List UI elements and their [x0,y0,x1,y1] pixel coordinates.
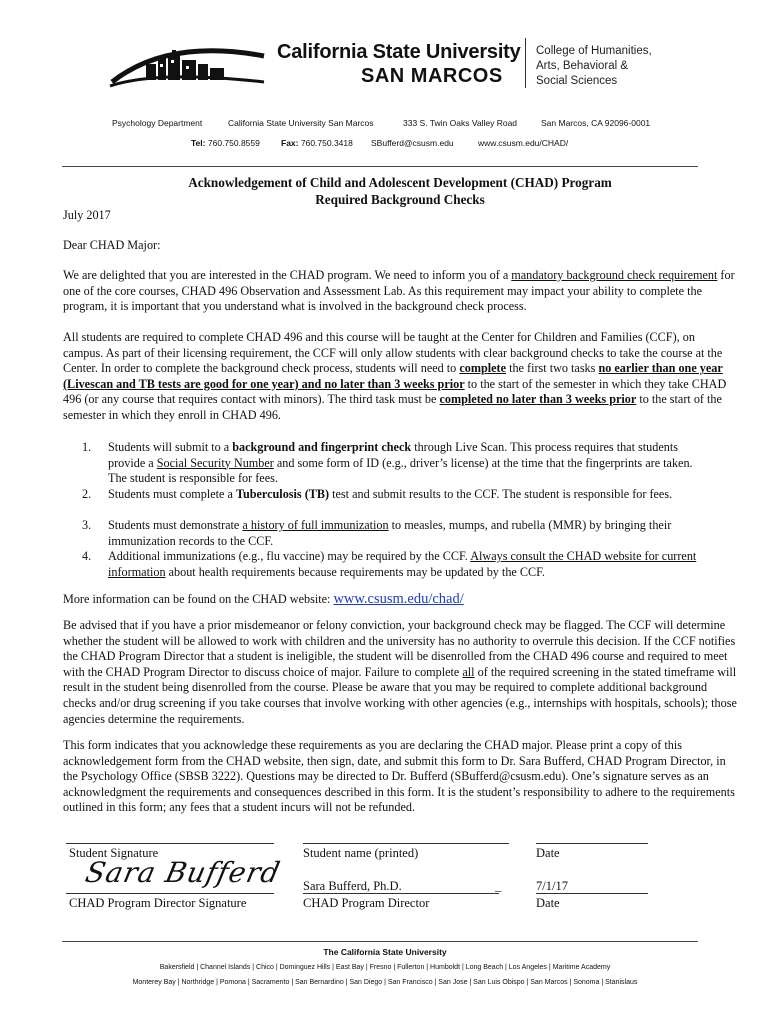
footer-rule [62,941,698,942]
student-name-label: Student name (printed) [303,846,419,860]
city-address: San Marcos, CA 92096-0001 [541,118,651,128]
director-name-suffix: _ [495,879,502,893]
signature-line [66,893,274,894]
document-title: Acknowledgement of Child and Adolescent Development (CHAD) Program Required Background Checks [188,175,612,207]
director-name: Sara Bufferd, Ph.D. [303,879,402,893]
footer-campuses-line2: Monterey Bay | Northridge | Pomona | Sacramento | San Bernardino | San Diego | San Francisco | San Jose | San Luis Obispo | San Marcos | Sonoma | Stanislaus [132,979,638,986]
signature-line [66,843,274,844]
signature-line [303,843,509,844]
list-item: Students must demonstrate a history of full immunization to measles, mumps, and rubella (MMR) by bringing their immunization records to the CCF. [108,518,672,548]
street-address: 333 S. Twin Oaks Valley Road [403,118,518,128]
more-info: More information can be found on the CHAD website: www.csusm.edu/chad/ [63,591,464,607]
list-number: 1. [82,440,92,454]
telephone: Tel: 760.750.8559 [191,138,260,148]
paragraph-intro: We are delighted that you are interested in the CHAD program. We need to inform you of a mandatory background check requirement for one of the core courses, CHAD 496 Observation and Assessment Lab. As this requirement may impact your ability to complete the program, it is important that you understand what is involved in the background check process. [63,268,735,314]
list-item: Students must complete a Tuberculosis (TB) test and submit results to the CCF. The student is responsible for fees. [108,487,673,501]
paragraph-acknowledgement: This form indicates that you acknowledge these requirements as you are declaring the CHAD major. Please print a copy of this acknowledgement form from the CHAD website, then sign, date, and submit this form to Dr. Sara Bufferd, CHAD Program Director, in the Psychology Office (SBSB 3222). Questions may be directed to Dr. Bufferd (SBufferd@csusm.edu). One’s signature serves as an acknowledgment the requirements and consequences described in this form. It is the student’s responsibility to adhere to the requirements outlined in this form; any fees that a student incurs will not be refunded. [63,738,735,815]
header-website[interactable]: www.csusm.edu/CHAD/ [478,138,569,148]
student-signature-label: Student Signature [69,846,159,860]
header-email[interactable]: SBufferd@csusm.edu [371,138,454,148]
director-sign-date: 7/1/17 [536,879,568,893]
greeting: Dear CHAD Major: [63,238,161,252]
list-item: Students will submit to a background and fingerprint check through Live Scan. This process requires that students provide a Social Security Number and some form of ID (e.g., driver’s license) at the time that the fingerprints are taken. The student is responsible for fees. [108,440,693,486]
director-title: CHAD Program Director [303,896,430,910]
signature-line [536,843,648,844]
date-label: Date [536,846,560,860]
university-name: California State University [277,41,521,63]
date-label: Date [536,896,560,910]
footer-title: The California State University [323,947,447,957]
department: Psychology Department [112,118,203,128]
fax: Fax: 760.750.3418 [281,138,353,148]
footer-campuses-line1: Bakersfield | Channel Islands | Chico | Dominguez Hills | East Bay | Fresno | Fullerton | Humboldt | Long Beach | Los Angeles | Maritime Academy [159,964,611,971]
list-item: Additional immunizations (e.g., flu vaccine) may be required by the CCF. Always consult the CHAD website for current information about health requirements because requirements may be updated by the CCF. [108,549,697,579]
paragraph-advisory: Be advised that if you have a prior misdemeanor or felony conviction, your background check may be flagged. The CCF will determine whether the student will be allowed to work with children and the university has no authority to overrule this decision. If the CCF notifies the CHAD Program Director that a student is ineligible, the student will be disenrolled from the CHAD 496 course and required to meet with the CHAD Program Director to discuss choice of major. Failure to complete all of the required screening in the stated timeframe will result in the student being disenrolled from the course. Please be aware that you may be required to complete additional background checks and/or drug screening if you take courses that involve working with other agencies (e.g., internships with hospitals, schools); those agencies determine the requirements. [63,618,737,726]
list-number: 3. [82,518,92,532]
director-handwritten-signature: Sara Bufferd [82,856,284,889]
csusm-logo-icon [108,42,268,90]
campus-name: SAN MARCOS [361,65,503,87]
list-number: 4. [82,549,92,563]
chad-website-link[interactable]: www.csusm.edu/chad/ [333,591,464,607]
director-signature-label: CHAD Program Director Signature [69,896,247,910]
letter-date: July 2017 [63,208,111,222]
header-divider [525,38,526,88]
university-full-name: California State University San Marcos [228,118,374,128]
paragraph-requirements: All students are required to complete CHAD 496 and this course will be taught at the Center for Children and Families (CCF), on campus. As part of their licensing requirement, the CCF will only allow students with clear background checks to take the course at the Center. In order to complete the background check process, students will need to complete the first two tasks no earlier than one year (Livescan and TB tests are good for one year) and no later than 3 weeks prior to the start of the semester in which they take CHAD 496 (or any course that requires contact with minors). The third task must be completed no later than 3 weeks prior to the start of the semester in which they enroll in CHAD 496. [63,330,727,422]
college-name: College of Humanities, Arts, Behavioral & Social Sciences [536,45,652,87]
list-number: 2. [82,487,92,501]
header-rule [62,166,698,167]
